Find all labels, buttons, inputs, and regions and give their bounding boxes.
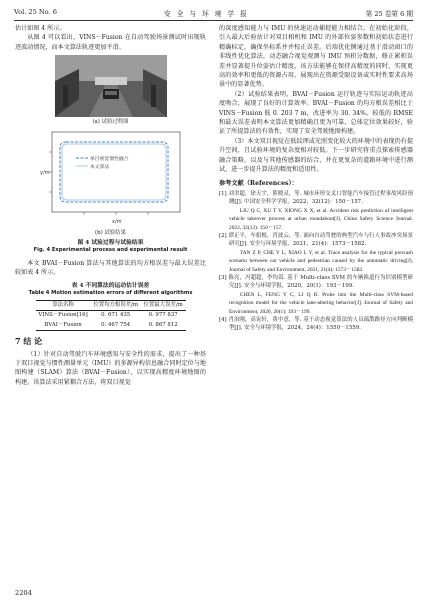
paragraph: （2）试验结果表明，BVAI－Fusion 运行轨迹与实际运动轨迹高度吻合，展现了良好的计算效率。BVAI－Fusion 的均方根误差相比于 VINS－Fusion 低 0. 203 7 m，改进率为 30. 34%。较低的 RMSE 和最大误差表明本文算法更加精确且更为可靠，总体定位效果较好，验证了所提算法的有效性，实现了安全驾驶地图构建。 [219, 90, 413, 136]
legend-item-1: 单目视觉惯性融合 [89, 157, 128, 163]
paragraph: （1）针对自动驾驶汽车环境感知与安全性的需求，提出了一种基于双目视觉与惯性测量单元（IMU）的多源异构信息融合同时定位与地图构建（SLAM）算法（BVAI－Fusion），以实现高精度环境地图的构建。该算法采用紧耦合方法，将双目视觉 [15, 350, 206, 386]
trajectory-plot [36, 128, 186, 228]
reference-item [219, 190, 413, 207]
reference-text-cn: 陈亮，冯超超，李均嵩. 基于 Multi-class SVM 的车辆换道行为识别模型研究[J]. 安全与环境学报，2020，20(1)：193－199. [228, 274, 414, 290]
table-caption-en: Table 4 Motion estimation errors of different algorithms [28, 289, 193, 296]
caption-a: (a) 试验过程图 [92, 119, 129, 126]
table-cell: 0. 671 435 [101, 312, 131, 319]
paragraph: 的深度感知能力与 IMU 的快速运动捕捉能力相结合。在初始化阶段，引入最大后验估计对双目相机和 IMU 的外部位姿参数和初始状态进行精确标定，确保坐标系并并校正误差。后端优化侧通过基于滑动窗口的非线性优化算法，动态融合视觉观测与 IMU 预积分数据，修正累积误差并显著提升位姿估计精度。该方法能够在保持高精度的同时，实现更高的效率和更低的资源占用，展现出在资源受限设备或实时性要求高场景中的显著优势。 [219, 25, 413, 89]
figure-caption-cn: 图 4 试验过程与试验结果 [77, 240, 144, 247]
left-column [15, 24, 206, 387]
trajectory-ours [62, 144, 166, 200]
reference-text-en: LIU Q C, XU T Y, XIONG X X, et al. Accident risk prediction of intelligent vehicle takeover process at urban roundabout[J]. China Safety Science Journal, 2022, 32(12): 150－157. [229, 207, 413, 231]
paragraph: 本文 BVAI－Fusion 算法与其他算法的均方根误差与最大误差比较如表 4 所示。 [15, 259, 206, 277]
page-header [14, 6, 413, 21]
table-cell: BVAI－Fusion [36, 321, 91, 331]
paragraph: 估计如图 4 所示。 [15, 25, 66, 32]
legend [76, 155, 129, 170]
table-caption-cn: 表 4 不同算法的运动估计误差 [71, 282, 150, 289]
caption-b: (b) 试验结果 [95, 230, 126, 237]
table-cell: 0. 467 754 [91, 321, 141, 331]
reference-number: [4] [219, 317, 227, 323]
reference-text-en: CHEN L, FENG Y C, LI Q R. Probe into the Multi-class SVM-based recognition model for the vehicle lane-altering behavior[J]. Journal of Safety and Environment, 2020, 20(1): 193－199. [229, 291, 413, 315]
reference-number: [1] [219, 190, 227, 197]
page-number: 2204 [15, 589, 32, 597]
table-header: 位置均方根误差/m [91, 301, 141, 311]
legend-item-2: 本文算法 [89, 165, 109, 171]
reference-item [219, 316, 413, 333]
journal-name: 安 全 与 环 境 学 报 [164, 10, 249, 18]
reference-text-cn: 谭正平，车娟根，肖波云，等. 面向自动驾驶的典型汽车与行人事故冲突场景研究[J]. 安全与环境学报，2021，21(4)：1573－1582. [228, 232, 413, 248]
section-heading: 7 结 论 [15, 336, 43, 347]
table-row [36, 321, 186, 331]
table-cell: 0. 977 837 [148, 312, 178, 319]
reference-item [219, 274, 413, 291]
reference-text-cn: 刘聿超，徐天宇，熊晓灵，等. 城市环形交叉口智能汽车接管过程事故风险预测[J]. 中国安全科学学报，2022，32(12)：150－157. [228, 190, 413, 206]
table-header: 算法名称 [36, 301, 91, 311]
figure-caption-en: Fig. 4 Experimental process and experimental result [33, 247, 188, 254]
volume-info: Vol. 25 No. 6 [14, 8, 57, 16]
table-cell: VINS－Fusion[16] [38, 312, 88, 319]
reference-item [219, 232, 413, 249]
references-heading: 参考文献（References）： [219, 179, 298, 187]
table-row [36, 311, 186, 321]
y-axis-label: y/m [39, 170, 50, 177]
error-table [36, 300, 186, 331]
experiment-photo [55, 55, 167, 117]
x-axis-label: x/m [111, 219, 122, 226]
reference-number: [3] [219, 274, 227, 281]
table-header: 位置最大误差/m [141, 301, 186, 311]
reference-number: [2] [219, 232, 227, 239]
paragraph: （3）本文双目视觉在低纹理或光照变化较大的环境中的表现仍有提升空间，且试验环境的复杂度相对较低。下一步研究将重点探索传感器融合策略，以及与其他传感器的结合，并在更复杂的道路环境中进行测试，进一步提升算法的精度和适用性。 [219, 137, 413, 174]
issue-info: 第 25 卷第 6 期 [365, 10, 413, 18]
paragraph: 从图 4 可以看出，VINS－Fusion 在自动驾驶场景测试时出现轨迹波动情况，而本文算法轨迹更加平滑。 [15, 34, 206, 51]
figure-4 [15, 55, 206, 255]
reference-text-en: TAN Z P, CHE Y L, XIAO L Y, et al. Trace analysis for the typical precrash scenario between car vehicle and pedestrian caused by the automatic driving[J]. Journal of Safety and Environment, 2021, 21(4): 1573－1582. [229, 249, 413, 273]
trajectory-vins [60, 142, 168, 202]
reference-text-cn: 肖治刚，高寅轩，黄中意，等. 基于动态视觉算法的人员疏散路径方向判断模型[J]. 安全与环境学报，2024，24(4)：1550－1559. [228, 317, 413, 332]
table-cell: 0. 867 812 [141, 321, 186, 331]
right-column [219, 24, 413, 333]
